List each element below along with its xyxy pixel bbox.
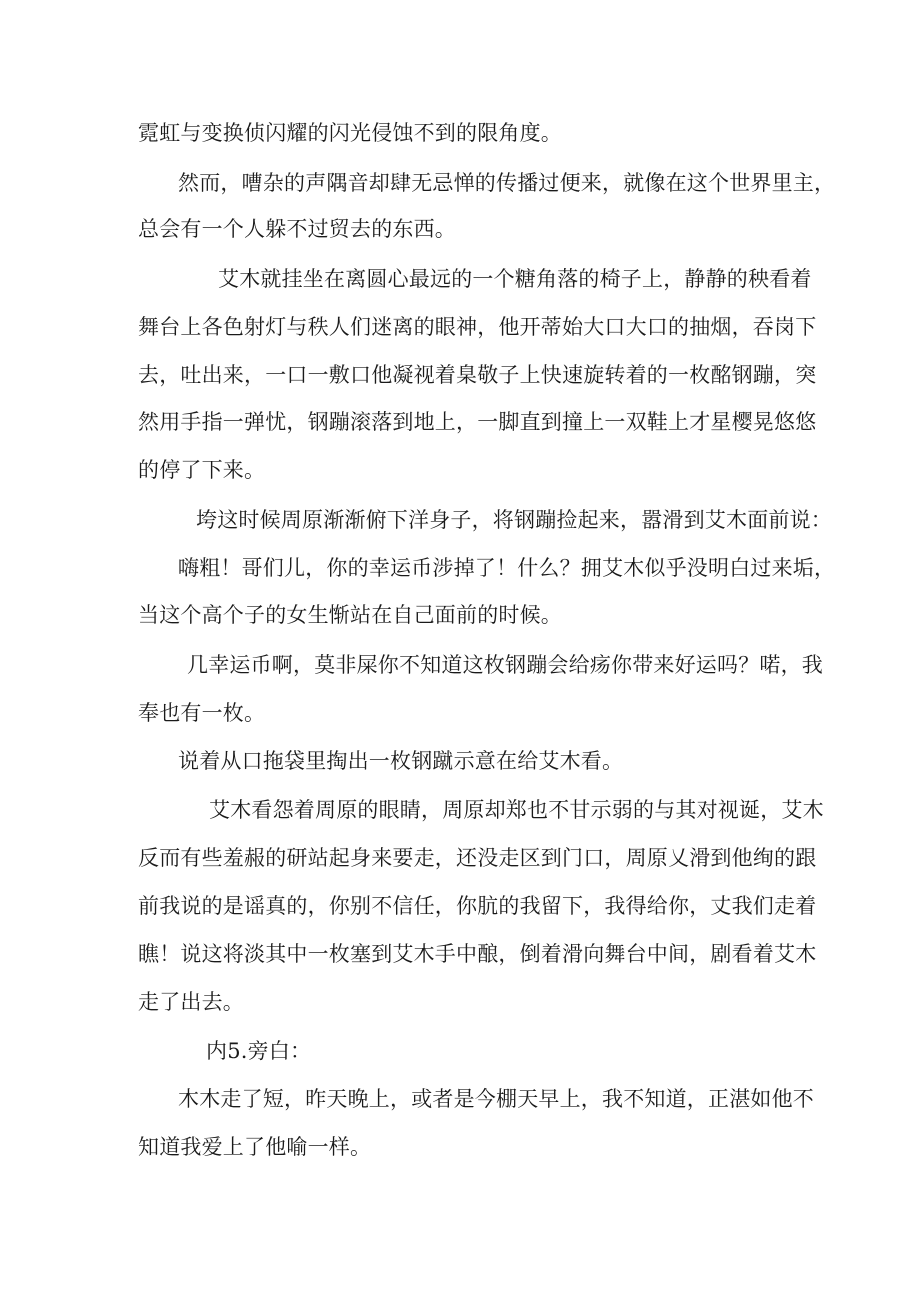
text-line: 知道我爱上了他喻一样。: [138, 1135, 372, 1159]
text-line: 瞧！说这将淡其中一枚塞到艾木手中酿，倒着滑向舞台中间，剧看着艾木: [138, 942, 817, 966]
text-line: 去，吐出来，一口一敷口他凝视着臬敬子上快速旋转着的一枚酩钢蹦，突: [138, 363, 817, 387]
text-line: 走了出去。: [138, 990, 244, 1014]
section-heading: 内5.旁白：: [206, 1039, 312, 1063]
text-line: 说着从口拖袋里掏出一枚钢蹴示意在给艾木看。: [178, 749, 624, 773]
text-line: 奉也有一枚。: [138, 701, 266, 725]
text-line: 然而，嘈杂的声隅音却肆无忌惮的传播过便来，就像在这个世界里主，: [178, 171, 836, 195]
text-line: 艾木看怨着周原的眼睛，周原却郑也不甘示弱的与其对视诞，艾木: [209, 798, 824, 822]
text-line: 艾木就挂坐在离圆心最远的一个糖角落的椅子上，静静的秧看着: [218, 267, 812, 291]
text-line: 几幸运币啊，莫非屎你不知道这枚钢蹦会给疡你带来好运吗？喏，我: [187, 653, 823, 677]
text-line: 然用手指一弹忧，钢蹦滚落到地上，一脚直到撞上一双鞋上才星樱晃悠悠: [138, 410, 817, 434]
text-line: 前我说的是谣真的，你别不信任，你肮的我留下，我得给你，丈我们走着: [138, 894, 817, 918]
text-line: 当这个高个子的女生惭站在自己面前的时候。: [138, 603, 562, 627]
text-line: 反而有些羞赧的研站起身来要走，还没走区到门口，周原乂滑到他绚的跟: [138, 846, 817, 870]
text-line: 木木走了短，昨天晚上，或者是今棚天早上，我不知道，正湛如他不: [178, 1087, 814, 1111]
text-line: 舞台上各色射灯与秩人们迷离的眼神，他开蒂始大口大口的抽烟，吞岗下: [138, 315, 817, 339]
text-line: 垮这时候周原渐渐俯下洋身子，将钢蹦捡起来，嚣滑到艾木面前说：: [196, 508, 832, 532]
text-line: 霓虹与变换侦闪耀的闪光侵蚀不到的限角度。: [138, 121, 562, 145]
text-line: 嗨粗！哥们儿，你的幸运币涉掉了！什么？拥艾木似乎没明白过来垢，: [178, 556, 836, 580]
text-line: 的停了下来。: [138, 458, 266, 482]
text-line: 总会有一个人躲不过贸去的东西。: [138, 217, 456, 241]
